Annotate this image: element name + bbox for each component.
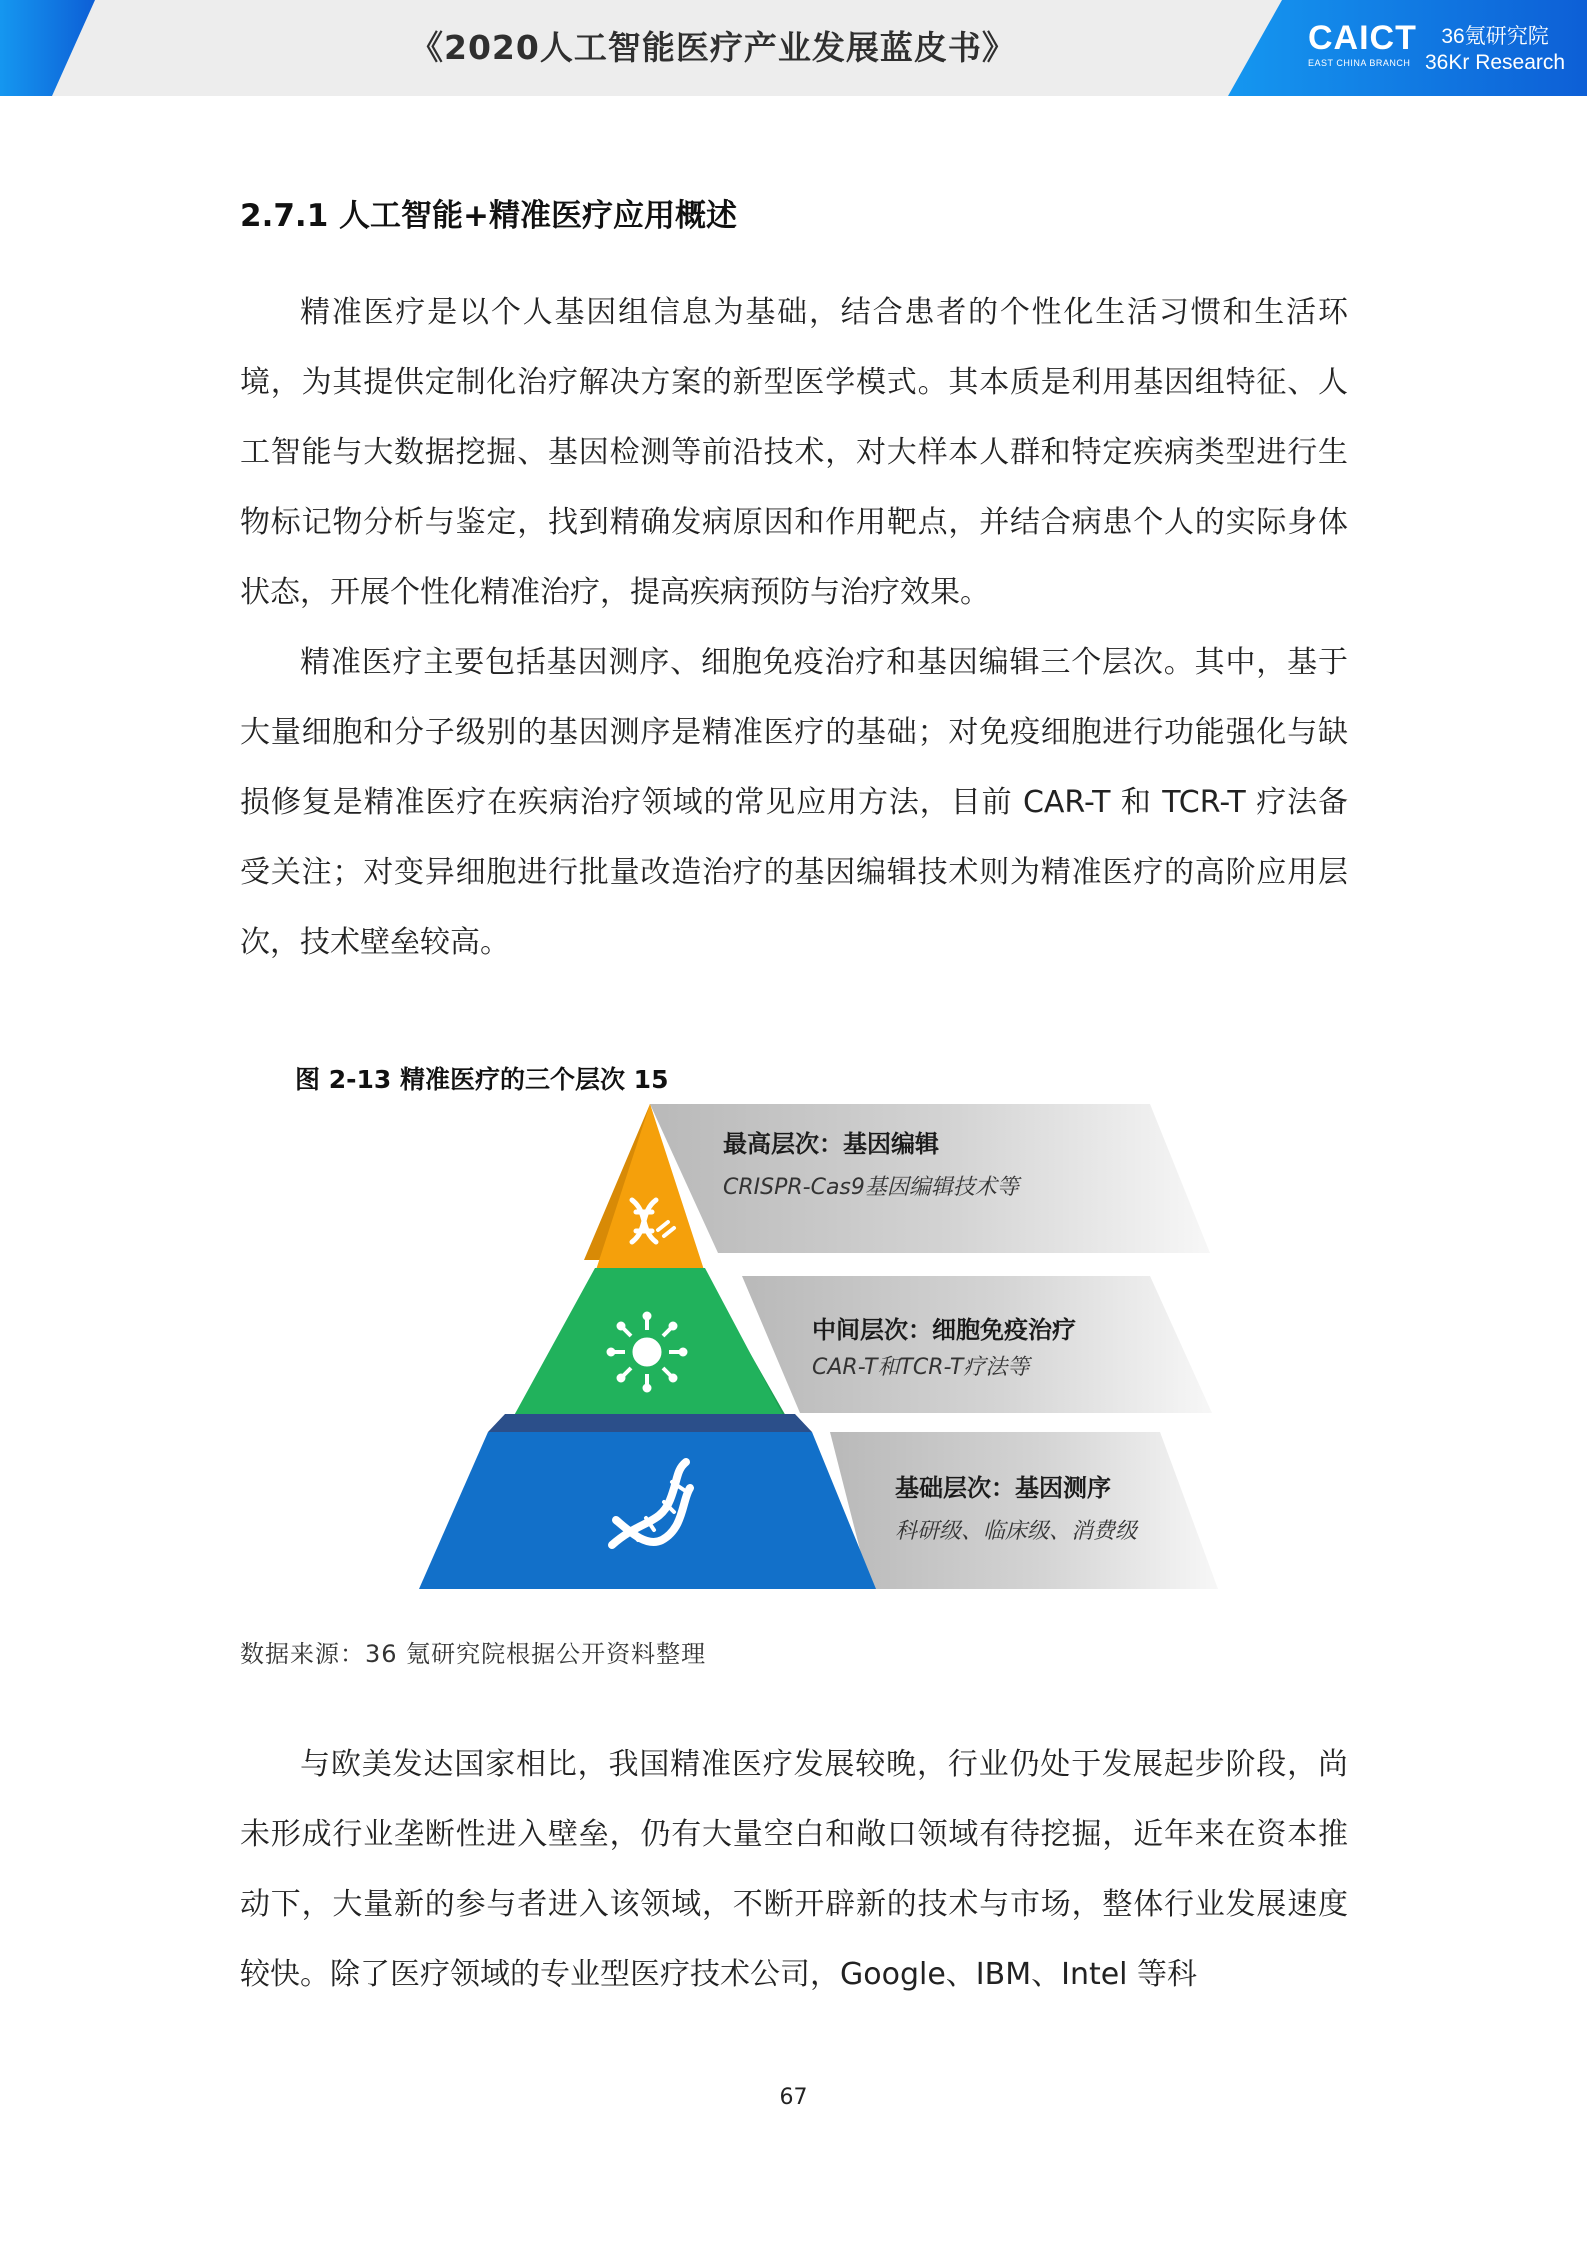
level-middle-desc: CAR-T和TCR-T疗法等 <box>812 1355 1030 1380</box>
paragraph-2: 精准医疗主要包括基因测序、细胞免疫治疗和基因编辑三个层次。其中，基于大量细胞和分子级别的基因测序是精准医疗的基础；对免疫细胞进行功能强化与缺损修复是精准医疗在疾病治疗领域的常见应用方法，目前 CAR-T 和 TCR-T 疗法备受关注；对变异细胞进行批量改造治疗的基因编辑技术则为精准医疗的高阶应用层次，技术壁垒较高。 <box>240 645 1348 960</box>
band-bottom <box>830 1432 1218 1589</box>
36kr-name-cn: 36氪研究院 <box>1441 25 1549 48</box>
level-top-desc: CRISPR-Cas9基因编辑技术等 <box>723 1175 1019 1200</box>
pyramid-middle-shadow <box>488 1414 812 1432</box>
level-bottom-desc: 科研级、临床级、消费级 <box>895 1519 1138 1544</box>
level-bottom-title: 基础层次：基因测序 <box>895 1474 1111 1502</box>
document-title: 《2020人工智能医疗产业发展蓝皮书》 <box>410 28 1016 67</box>
caict-logo-text: CAICT <box>1308 19 1417 57</box>
level-middle-title: 中间层次：细胞免疫治疗 <box>812 1316 1076 1344</box>
paragraph-1: 精准医疗是以个人基因组信息为基础，结合患者的个性化生活习惯和生活环境，为其提供定制化治疗解决方案的新型医学模式。其本质是利用基因组特征、人工智能与大数据挖掘、基因检测等前沿技术，对大样本人群和特定疾病类型进行生物标记物分析与鉴定，找到精确发病原因和作用靶点，并结合病患个人的实际身体状态，开展个性化精准治疗，提高疾病预防与治疗效果。 <box>240 295 1348 610</box>
page-number: 67 <box>779 2085 808 2110</box>
cell-icon <box>607 1312 687 1392</box>
paragraph-3: 与欧美发达国家相比，我国精准医疗发展较晚，行业仍处于发展起步阶段，尚未形成行业垄断性进入壁垒，仍有大量空白和敞口领域有待挖掘，近年来在资本推动下，大量新的参与者进入该领域，不断开辟新的技术与市场，整体行业发展速度较快。除了医疗领域的专业型医疗技术公司，Google、IBM、Intel 等科 <box>240 1747 1348 1992</box>
caict-logo-subtitle: EAST CHINA BRANCH <box>1308 58 1411 68</box>
figure-source: 数据来源：36 氪研究院根据公开资料整理 <box>240 1640 707 1668</box>
paragraph-3-block <box>240 1730 1348 2010</box>
figure-caption: 图 2-13 精准医疗的三个层次 15 <box>295 1065 669 1094</box>
section-heading: 2.7.1 人工智能+精准医疗应用概述 <box>240 198 738 234</box>
36kr-name-en: 36Kr Research <box>1425 51 1566 74</box>
level-top-title: 最高层次：基因编辑 <box>723 1130 939 1158</box>
pyramid-bottom <box>419 1432 876 1589</box>
